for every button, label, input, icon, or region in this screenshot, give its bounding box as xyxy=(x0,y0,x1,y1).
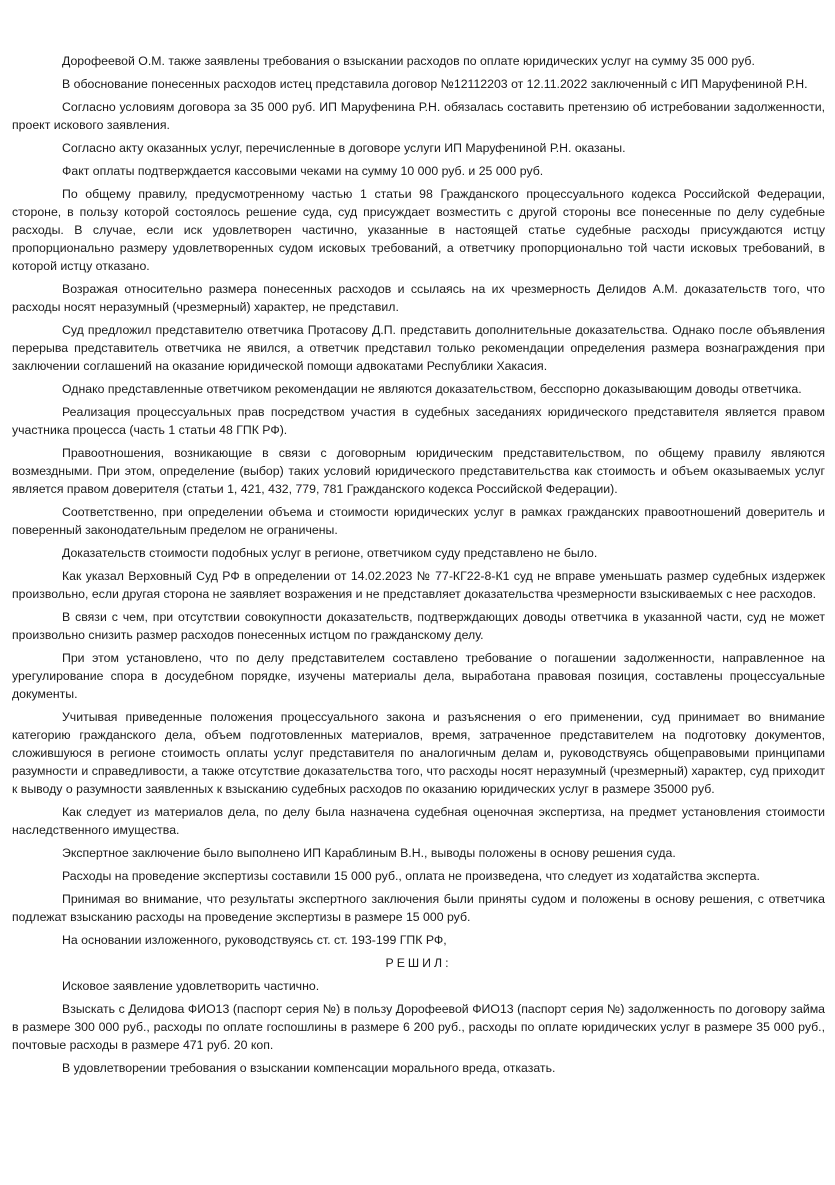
paragraph-general-rule: По общему правилу, предусмотренному частью 1 статьи 98 Гражданского процессуального кодекса Российской Федерации, стороне, в пользу которой состоялось решение суда, суд присуждает возместить с другой стороны все понесенные по делу судебные расходы. В случае, если иск удовлетворен частично, указанные в настоящей статье судебные расходы присуждаются истцу пропорционально размеру удовлетворенных судом исковых требований, а ответчику пропорционально той части исковых требований, в которой истцу отказано. xyxy=(12,187,825,273)
paragraph-additional-evidence: Суд предложил представителю ответчика Протасову Д.П. представить дополнительные доказательства. Однако после объявления перерыва представитель ответчика не явился, а ответчик представил только рекомендации определения размера вознаграждения при заключении соглашений на оказание юридической помощи адвокатами Республики Хакасия. xyxy=(12,323,825,373)
paragraph-recover-amounts: Взыскать с Делидова ФИО13 (паспорт серия №) в пользу Дорофеевой ФИО13 (паспорт серия №) задолженность по договору займа в размере 300 000 руб., расходы по оплате госпошлины в размере 6 200 руб., расходы по оплате юридических услуг в размере 35 000 руб., почтовые расходы в размере 471 руб. 20 коп. xyxy=(12,1002,825,1052)
paragraph-services-act: Согласно акту оказанных услуг, перечисленные в договоре услуги ИП Маруфениной Р.Н. оказаны. xyxy=(62,141,626,155)
paragraph-no-evidence: Доказательств стоимости подобных услуг в регионе, ответчиком суду представлено не было. xyxy=(62,546,598,560)
paragraph-procedural-rights: Реализация процессуальных прав посредством участия в судебных заседаниях юридического представителя является правом участника процесса (часть 1 статьи 48 ГПК РФ). xyxy=(12,405,825,437)
paragraph-claim-partially-granted: Исковое заявление удовлетворить частично. xyxy=(62,979,320,993)
paragraph-contract-basis: В обоснование понесенных расходов истец представила договор №12112203 от 12.11.2022 заключенный с ИП Маруфениной Р.Н. xyxy=(62,77,808,91)
paragraph-moral-damage-refused: В удовлетворении требования о взыскании компенсации морального вреда, отказать. xyxy=(62,1061,556,1075)
paragraph-contract-terms: Согласно условиям договора за 35 000 руб. ИП Маруфенина Р.Н. обязалась составить претензию об истребовании задолженности, проект искового заявления. xyxy=(12,100,825,132)
paragraph-payment-fact: Факт оплаты подтверждается кассовыми чеками на сумму 10 000 руб. и 25 000 руб. xyxy=(62,164,544,178)
document-page xyxy=(12,52,825,1082)
paragraph-objection: Возражая относительно размера понесенных расходов и ссылаясь на их чрезмерность Делидов А.М. доказательств того, что расходы носят неразумный (чрезмерный) характер, не представил. xyxy=(12,282,825,314)
paragraph-legal-basis: На основании изложенного, руководствуясь ст. ст. 193-199 ГПК РФ, xyxy=(62,933,447,947)
paragraph-cannot-reduce: В связи с чем, при отсутствии совокупности доказательств, подтверждающих доводы ответчика в указанной части, суд не может произвольно снизить размер расходов понесенных истцом по гражданскому делу. xyxy=(12,610,825,642)
decision-heading: РЕШИЛ: xyxy=(385,956,452,970)
paragraph-legal-relations: Правоотношения, возникающие в связи с договорным юридическим представительством, по общему правилу являются возмездными. При этом, определение (выбор) таких условий юридического представительства как стоимость и объем оказываемых услуг является правом доверителя (статьи 1, 421, 432, 779, 781 Гражданского кодекса Российской Федерации). xyxy=(12,446,825,496)
paragraph-recommendations: Однако представленные ответчиком рекомендации не являются доказательством, бесспорно доказывающим доводы ответчика. xyxy=(62,382,802,396)
paragraph-legal-fees-claim: Дорофеевой О.М. также заявлены требования о взыскании расходов по оплате юридических услуг на сумму 35 000 руб. xyxy=(62,54,755,68)
paragraph-accordingly: Соответственно, при определении объема и стоимости юридических услуг в рамках гражданских правоотношений доверитель и поверенный законодательным пределом не ограничены. xyxy=(12,505,825,537)
paragraph-expertise-appointed: Как следует из материалов дела, по делу была назначена судебная оценочная экспертиза, на предмет установления стоимости наследственного имущества. xyxy=(12,805,825,837)
paragraph-expertise-costs: Расходы на проведение экспертизы составили 15 000 руб., оплата не произведена, что следует из ходатайства эксперта. xyxy=(62,869,760,883)
paragraph-expert-conclusion: Экспертное заключение было выполнено ИП Караблиным В.Н., выводы положены в основу решения суда. xyxy=(62,846,676,860)
paragraph-expertise-recovery: Принимая во внимание, что результаты экспертного заключения были приняты судом и положены в основу решения, с ответчика подлежат взысканию расходы на проведение экспертизы в размере 15 000 руб. xyxy=(12,892,825,924)
paragraph-work-done: При этом установлено, что по делу представителем составлено требование о погашении задолженности, направленное на урегулирование спора в досудебном порядке, изучены материалы дела, выработана правовая позиция, составлены процессуальные документы. xyxy=(12,651,825,701)
paragraph-reasonableness: Учитывая приведенные положения процессуального закона и разъяснения о его применении, суд принимает во внимание категорию гражданского дела, объем подготовленных материалов, время, затраченное представителем на подготовку документов, сложившуюся в регионе стоимость оплаты услуг представителя по аналогичным делам и, руководствуясь общеправовыми принципами разумности и справедливости, а также отсутствие доказательства того, что расходы носят неразумный (чрезмерный) характер, суд приходит к выводу о разумности заявленных к взысканию судебных расходов по оказанию юридических услуг в размере 35000 руб. xyxy=(12,710,825,796)
paragraph-supreme-court: Как указал Верховный Суд РФ в определении от 14.02.2023 № 77-КГ22-8-К1 суд не вправе уменьшать размер судебных издержек произвольно, если другая сторона не заявляет возражения и не представляет доказательства чрезмерности взыскиваемых с нее расходов. xyxy=(12,569,825,601)
